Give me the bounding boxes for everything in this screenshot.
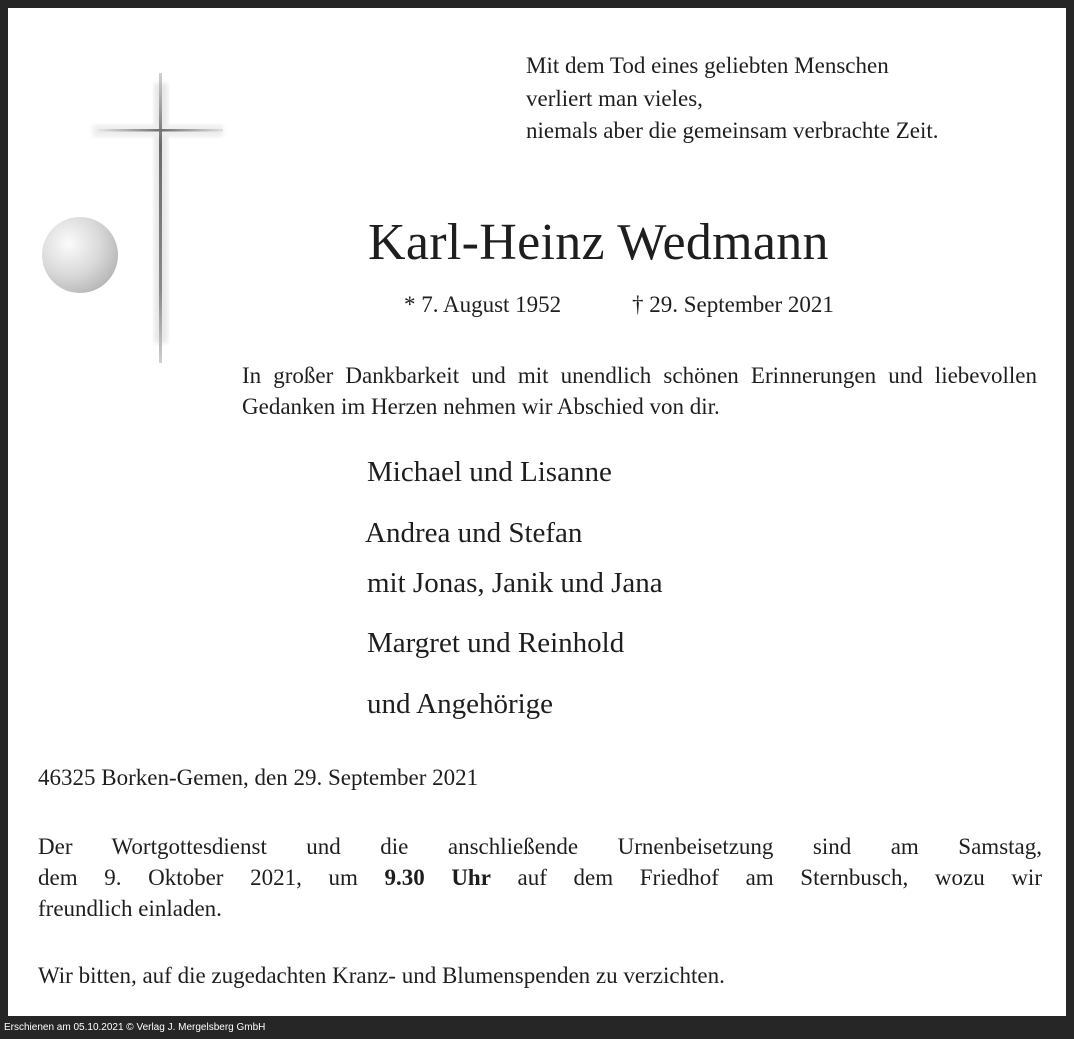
mourner-line: mit Jonas, Janik und Jana [367, 567, 663, 599]
service-line: Der Wortgottesdienst und die anschließende Urnenbeisetzung sind am Samstag, [38, 834, 1042, 859]
service-text-part: auf dem Friedhof am Sternbusch, wozu wir [490, 865, 1042, 890]
mourner-line: und Angehörige [367, 688, 554, 720]
service-time: 9.30 Uhr [384, 865, 491, 890]
place-date: 46325 Borken-Gemen, den 29. September 2021 [38, 765, 479, 790]
quote-line: niemals aber die gemeinsam verbrachte Zeit. [526, 118, 939, 143]
service-text-part: dem 9. Oktober 2021, um [38, 865, 385, 890]
birth-date: * 7. August 1952 [404, 292, 562, 317]
mourner-line: Michael und Lisanne [367, 456, 612, 488]
deceased-name: Karl-Heinz Wedmann [368, 214, 829, 271]
cross-with-sphere-icon [38, 63, 238, 368]
intro-text: In großer Dankbarkeit und mit unendlich schönen Erinnerungen und liebevollen Gedanken im Herzen nehmen wir Abschied von dir. [242, 363, 1037, 419]
flowers-note: Wir bitten, auf die zugedachten Kranz- und Blumenspenden zu verzichten. [38, 963, 725, 988]
service-line: freundlich einladen. [38, 896, 222, 921]
publication-footer: Erschienen am 05.10.2021 © Verlag J. Mergelsberg GmbH [4, 1022, 266, 1033]
quote-line: verliert man vieles, [526, 85, 703, 111]
quote-line: Mit dem Tod eines geliebten Menschen [526, 53, 889, 78]
mourner-line: Margret und Reinhold [367, 627, 625, 659]
service-text [38, 831, 1042, 924]
mourner-line: Andrea und Stefan [365, 517, 583, 549]
service-line [38, 862, 1042, 893]
death-date: † 29. September 2021 [632, 292, 834, 317]
obituary-notice [8, 8, 1066, 1016]
quote [526, 50, 939, 148]
